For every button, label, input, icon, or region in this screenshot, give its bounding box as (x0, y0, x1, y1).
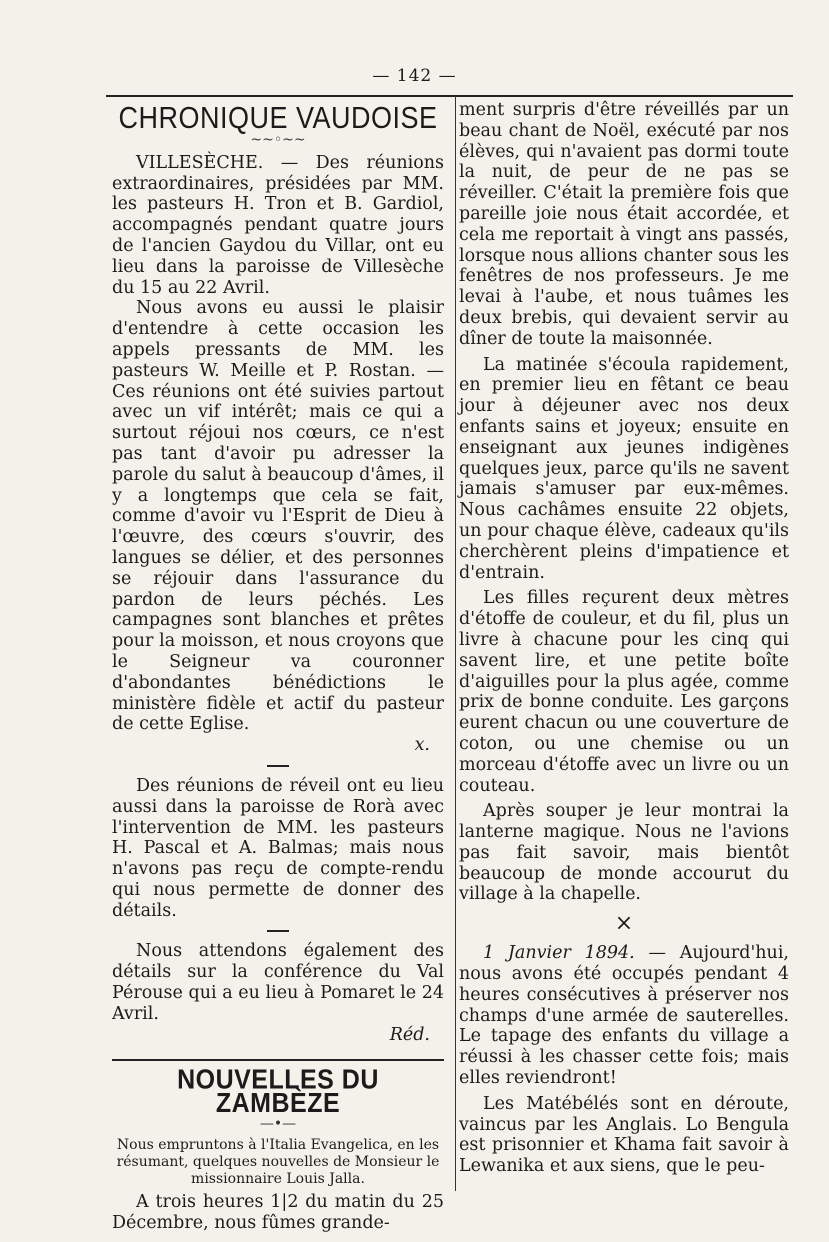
paragraph: VILLESÈCHE. — Des réunions extraordinaires, présidées par MM. les pasteurs H. Tron et B. Gardiol, accompagnés pendant quatre jours de l'ancien Gaydou du Villar, ont eu lieu dans la paroisse de Villesèche du 15 au 22 Avril. (112, 152, 444, 298)
signature: Réd. (389, 1024, 430, 1045)
paragraph (459, 943, 789, 1089)
column-divider (455, 96, 456, 1191)
title-ornament: ~~◦~~ (250, 131, 306, 148)
signature: x. (414, 735, 430, 756)
paragraph: ment surpris d'être réveillés par un beau chant de Noël, exécuté par nos élèves, qui n'avaient pas dormi toute la nuit, de peur de ne pas se réveiller. C'était la première fois que pareille joie nous était accordée, et cela me reportait à vingt ans passés, lorsque nous allions chanter sous les fenêtres de nos professeurs. Je me levai à l'aube, et nous tuâmes les deux brebis, qui devaient servir au dîner de toute la maisonnée. (459, 100, 789, 349)
paragraph: Les filles reçurent deux mètres d'étoffe de couleur, et du fil, plus un livre à chacune pour les cinq qui savent lire, et une petite boîte d'aiguilles pour la plus agée, comme prix de bonne conduite. Les garçons eurent chacun ou une couverture de coton, ou une chemise ou un morceau d'étoffe avec un livre ou un couteau. (459, 588, 789, 796)
section-title-chronique: CHRONIQUE VAUDOISE (118, 101, 438, 135)
paragraph-text: — Aujourd'hui, nous avons été occupés pendant 4 heures consécutives à préserver nos champs d'une armée de sauterelles. Le tapage des enfants du village a réussi à les chasser cette fois; mais elles reviendront! (459, 943, 789, 1089)
right-column (459, 100, 789, 1177)
paragraph: A trois heures 1|2 du matin du 25 Décembre, nous fûmes grande- (112, 1192, 444, 1233)
paragraph: La matinée s'écoula rapidement, en premier lieu en fêtant ce beau jour à déjeuner avec nos deux enfants sains et joyeux; ensuite en enseignant aux jeunes indigènes quelques jeux, parce qu'ils ne savent jamais s'amuser par eux-mêmes. Nous cachâmes ensuite 22 objets, un pour chaque élève, cadeaux qu'ils cherchèrent pleins d'impatience et d'entrain. (459, 354, 789, 583)
entry-date: 1 Janvier 1894. (483, 943, 635, 964)
paragraph: Après souper je leur montrai la lanterne magique. Nous ne l'avions pas fait savoir, mais bientôt beaucoup de monde accourut du village à la chapelle. (459, 801, 789, 905)
separator-dash (267, 765, 289, 767)
paragraph: Nous attendons également des détails sur la conférence du Val Pérouse qui a eu lieu à Pomaret le 24 Avril. (112, 941, 444, 1024)
intro-note: Nous empruntons à l'Italia Evangelica, en les résumant, quelques nouvelles de Monsieur le missionnaire Louis Jalla. (116, 1137, 440, 1188)
title-ornament: —•— (259, 1116, 297, 1133)
paragraph: Nous avons eu aussi le plaisir d'entendre à cette occasion les appels pressants de MM. les pasteurs W. Meille et P. Rostan. — Ces réunions ont été suivies partout avec un vif intérêt; mais ce qui a surtout réjoui nos cœurs, ce n'est pas tant d'avoir pu adresser la parole du salut à beaucoup d'âmes, il y a longtemps que cela se fait, comme d'avoir vu l'Esprit de Dieu à l'œuvre, des cœurs s'ouvrir, des langues se délier, et des personnes se réjouir dans l'assurance du pardon de leurs péchés. Les campagnes sont blanches et prêtes pour la moisson, et nous croyons que le Seigneur va couronner d'abondantes bénédictions le ministère fidèle et actif du pasteur de cette Eglise. (112, 298, 444, 735)
section-rule (112, 1059, 444, 1061)
page-number: — 142 — (372, 66, 457, 86)
paragraph: Des réunions de réveil ont eu lieu aussi dans la paroisse de Rorà avec l'intervention de MM. les pasteurs H. Pascal et A. Balmas; mais nous n'avons pas reçu de compte-rendu qui nous permette de donner des détails. (112, 775, 444, 921)
paragraph: Les Matébélés sont en déroute, vaincus par les Anglais. Lo Bengula est prisonnier et Khama fait savoir à Lewanika et aux siens, que le peu- (459, 1093, 789, 1177)
section-cross-mark: × (614, 911, 634, 937)
section-title-zambeze: NOUVELLES DU ZAMBÈZE (177, 1064, 379, 1120)
top-rule (106, 95, 793, 97)
separator-dash (267, 930, 289, 932)
left-column (112, 100, 444, 1234)
